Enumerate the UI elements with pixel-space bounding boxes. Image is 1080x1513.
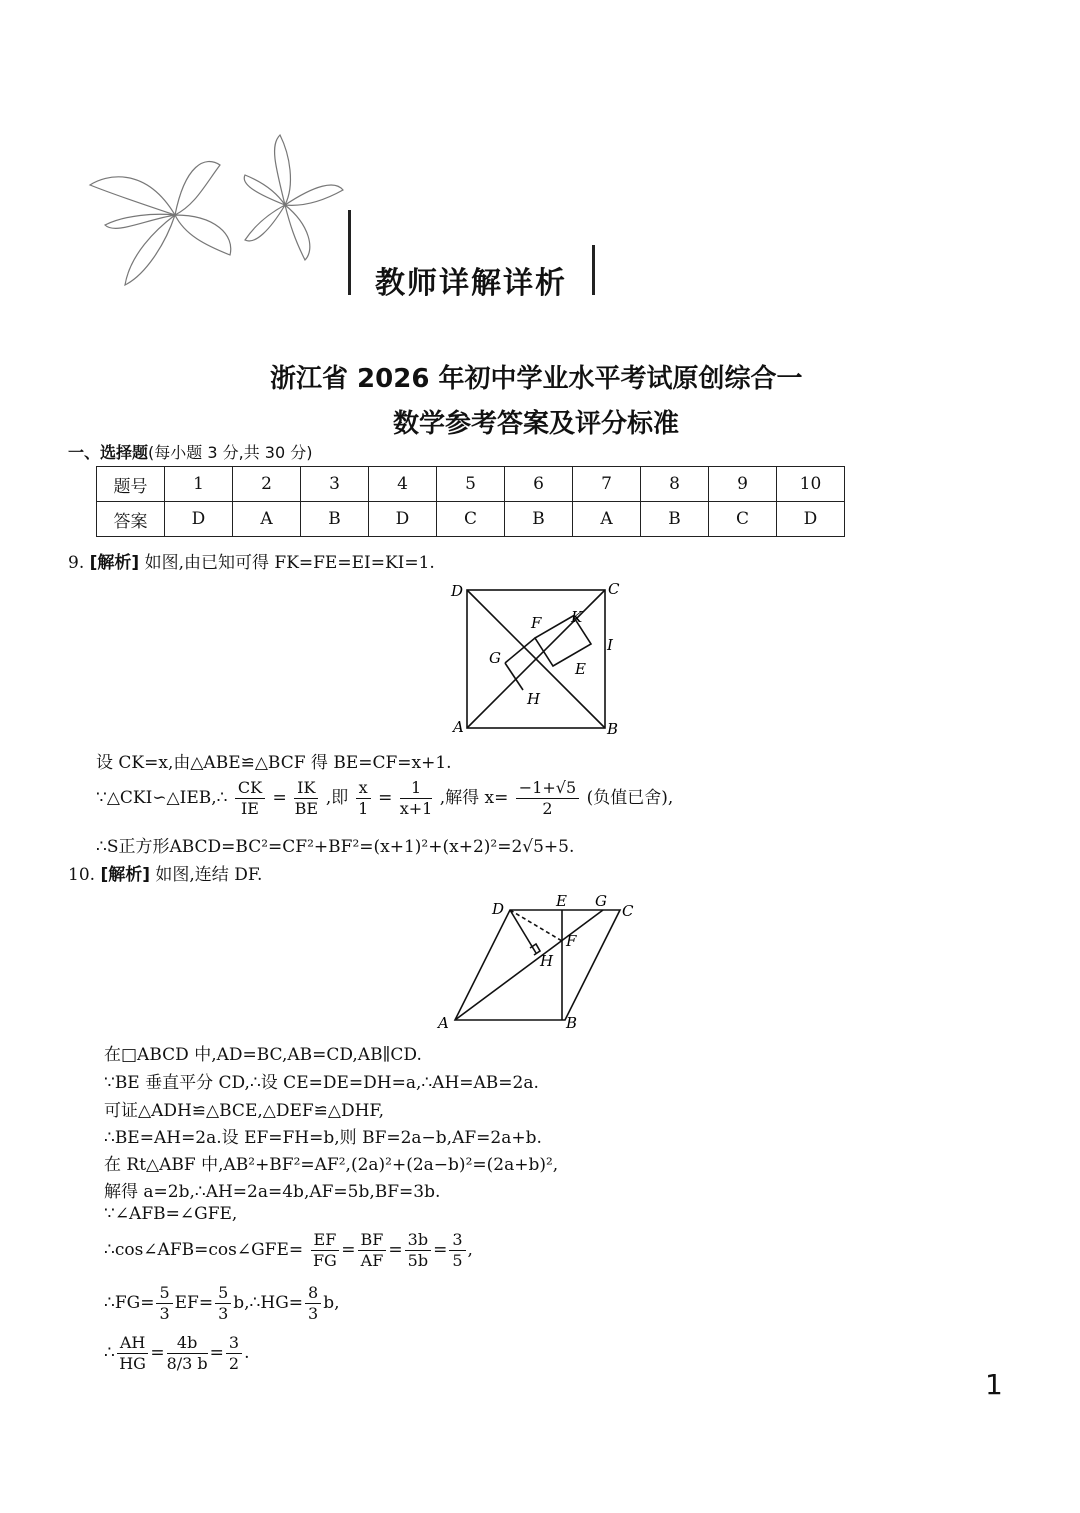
frac-num: 8 bbox=[305, 1283, 321, 1304]
q10-parallelogram-diagram bbox=[430, 890, 650, 1030]
q10-label-b: B bbox=[566, 1014, 578, 1030]
section-label: 一、选择题 bbox=[68, 443, 149, 462]
table-cell: 7 bbox=[573, 467, 641, 502]
table-cell: A bbox=[573, 502, 641, 537]
q9-line2-text: (负值已舍), bbox=[586, 788, 674, 808]
frac-num: 1 bbox=[400, 778, 433, 799]
table-cell: C bbox=[709, 502, 777, 537]
q10-intro-line bbox=[68, 860, 262, 885]
q10-ratio-text: . bbox=[244, 1343, 250, 1363]
fraction bbox=[235, 778, 265, 819]
frac-num: IK bbox=[294, 778, 318, 799]
q10-fg-text: EF= bbox=[174, 1293, 214, 1313]
fraction bbox=[358, 1230, 387, 1271]
frac-den: 3 bbox=[218, 1304, 229, 1323]
frac-den: 5 bbox=[452, 1251, 463, 1270]
q9-line2-text: ∵△CKI∽△IEB,∴ bbox=[96, 788, 228, 808]
answer-table bbox=[96, 466, 845, 537]
q10-ratio-text: ∴ bbox=[104, 1343, 115, 1363]
frac-num: CK bbox=[235, 778, 265, 799]
fraction bbox=[294, 778, 318, 819]
doc-title-line2: 数学参考答案及评分标准 bbox=[393, 409, 680, 439]
frac-num: 4b bbox=[167, 1333, 208, 1354]
table-cell: C bbox=[437, 502, 505, 537]
frac-num: AH bbox=[117, 1333, 149, 1354]
q9-label-h: H bbox=[527, 690, 541, 708]
fraction bbox=[215, 1283, 231, 1324]
table-row-head: 答案 bbox=[97, 502, 165, 537]
fraction bbox=[449, 1230, 465, 1271]
q10-label-h: H bbox=[540, 952, 554, 970]
page-number: 1 bbox=[985, 1368, 1003, 1401]
q9-label-i: I bbox=[607, 636, 613, 654]
table-row bbox=[97, 502, 845, 537]
table-cell: 1 bbox=[165, 467, 233, 502]
frac-num: 3 bbox=[449, 1230, 465, 1251]
frac-den: AF bbox=[360, 1251, 384, 1270]
header-left-bar bbox=[348, 210, 351, 295]
frac-num: EF bbox=[311, 1230, 340, 1251]
table-cell: B bbox=[301, 502, 369, 537]
table-cell: B bbox=[641, 502, 709, 537]
table-cell: 10 bbox=[777, 467, 845, 502]
frac-den: 5b bbox=[407, 1251, 429, 1270]
q9-label-b: B bbox=[607, 720, 619, 738]
q9-line2-text: = bbox=[378, 788, 393, 808]
q9-label-k: K bbox=[571, 608, 583, 626]
q10-fg-text: b, bbox=[323, 1293, 340, 1313]
frac-den: 8/3 b bbox=[166, 1354, 208, 1373]
table-cell: D bbox=[369, 502, 437, 537]
section-heading bbox=[68, 440, 312, 463]
frac-den: IE bbox=[240, 799, 259, 818]
q10-ratio-line: ∴ $\frac{AH}{HG}$ = $\frac{4b}{8/3 b}$ = $\frac{3}{2}$ . bbox=[104, 1333, 250, 1373]
q9-intro: 如图,由已知可得 FK=FE=EI=KI=1. bbox=[144, 553, 435, 573]
q10-label-g: G bbox=[595, 892, 607, 910]
q10-cos-text: ∴cos∠AFB=cos∠GFE= bbox=[104, 1240, 304, 1260]
fraction bbox=[405, 1230, 431, 1271]
table-cell: 5 bbox=[437, 467, 505, 502]
q9-number: 9. bbox=[68, 553, 85, 573]
q10-fg-line bbox=[104, 1283, 340, 1324]
table-cell: 3 bbox=[301, 467, 369, 502]
q10-tag: [解析] bbox=[100, 865, 150, 885]
q10-line: ∴BE=AH=2a.设 EF=FH=b,则 BF=2a−b,AF=2a+b. bbox=[104, 1128, 542, 1148]
table-cell: 2 bbox=[233, 467, 301, 502]
q9-label-a: A bbox=[453, 718, 464, 736]
q10-label-a: A bbox=[438, 1014, 449, 1030]
frac-den: 2 bbox=[228, 1354, 240, 1373]
fraction bbox=[226, 1333, 242, 1374]
table-cell: D bbox=[777, 502, 845, 537]
frac-num: x bbox=[356, 778, 371, 799]
fraction bbox=[117, 1333, 149, 1374]
q10-line: 可证△ADH≌△BCE,△DEF≌△DHF, bbox=[104, 1101, 384, 1121]
frac-den: 2 bbox=[542, 799, 553, 818]
frac-den: 3 bbox=[159, 1304, 170, 1323]
q10-intro: 如图,连结 DF. bbox=[155, 865, 263, 885]
frac-num: 5 bbox=[215, 1283, 231, 1304]
frac-den: 1 bbox=[358, 799, 369, 818]
frac-num: BF bbox=[358, 1230, 387, 1251]
q9-intro-line bbox=[68, 548, 435, 573]
q9-label-e: E bbox=[575, 660, 586, 678]
q10-line: ∵∠AFB=∠GFE, bbox=[104, 1204, 238, 1224]
frac-den: x+1 bbox=[399, 799, 433, 818]
q9-line1: 设 CK=x,由△ABE≌△BCF 得 BE=CF=x+1. bbox=[96, 753, 452, 773]
frac-den: BE bbox=[294, 799, 318, 818]
q9-line3: ∴S正方形ABCD=BC²=CF²+BF²=(x+1)²+(x+2)²=2√5+5. bbox=[96, 837, 575, 857]
header-right-bar bbox=[592, 245, 595, 295]
fraction bbox=[156, 1283, 172, 1324]
q10-label-f: F bbox=[566, 932, 577, 950]
frac-num: 3 bbox=[226, 1333, 242, 1354]
q9-line2-text: ,即 bbox=[325, 788, 349, 808]
frac-num: 3b bbox=[405, 1230, 431, 1251]
fraction bbox=[516, 778, 579, 819]
fraction bbox=[356, 778, 371, 819]
q10-number: 10. bbox=[68, 865, 96, 885]
frac-den: 3 bbox=[308, 1304, 319, 1323]
q9-label-f: F bbox=[531, 614, 542, 632]
fraction bbox=[400, 778, 433, 819]
q10-line: ∵BE 垂直平分 CD,∴设 CE=DE=DH=a,∴AH=AB=2a. bbox=[104, 1073, 539, 1093]
doc-title-line1: 浙江省 2026 年初中学业水平考试原创综合一 bbox=[270, 364, 803, 394]
section-note: (每小题 3 分,共 30 分) bbox=[148, 443, 313, 462]
fraction bbox=[311, 1230, 340, 1271]
table-cell: A bbox=[233, 502, 301, 537]
q10-cos-line: ∴cos∠AFB=cos∠GFE= $\frac{EF}{FG}$ = $\frac{BF}{AF}$ = $\frac{3b}{5b}$ = $\frac{3}{5}$ , bbox=[104, 1230, 473, 1270]
frac-num: −1+√5 bbox=[516, 778, 579, 799]
q10-cos-text: , bbox=[467, 1240, 473, 1260]
table-cell: D bbox=[165, 502, 233, 537]
q9-label-c: C bbox=[608, 580, 620, 598]
table-cell: 9 bbox=[709, 467, 777, 502]
q9-tag: [解析] bbox=[89, 553, 140, 573]
frac-den: HG bbox=[119, 1354, 146, 1373]
table-cell: 4 bbox=[369, 467, 437, 502]
q9-label-g: G bbox=[489, 649, 501, 667]
table-cell: B bbox=[505, 502, 573, 537]
fraction bbox=[167, 1333, 208, 1374]
q10-fg-text: b,∴HG= bbox=[233, 1293, 304, 1313]
flower-decoration bbox=[85, 125, 345, 295]
q10-line: 解得 a=2b,∴AH=2a=4b,AF=5b,BF=3b. bbox=[104, 1182, 441, 1202]
table-row bbox=[97, 467, 845, 502]
table-cell: 8 bbox=[641, 467, 709, 502]
q10-label-d: D bbox=[492, 900, 505, 918]
q10-line: 在□ABCD 中,AD=BC,AB=CD,AB∥CD. bbox=[104, 1045, 422, 1065]
fraction bbox=[305, 1283, 321, 1324]
table-cell: 6 bbox=[505, 467, 573, 502]
q10-label-e: E bbox=[556, 892, 567, 910]
q10-fg-text: ∴FG= bbox=[104, 1293, 155, 1313]
q10-label-c: C bbox=[622, 902, 634, 920]
header-title: 教师详解详析 bbox=[375, 266, 567, 301]
q10-line: 在 Rt△ABF 中,AB²+BF²=AF²,(2a)²+(2a−b)²=(2a+b)², bbox=[104, 1155, 559, 1175]
q9-line2-text: ,解得 x= bbox=[439, 788, 509, 808]
frac-den: FG bbox=[312, 1251, 337, 1270]
q9-line2 bbox=[96, 778, 673, 819]
q9-line2-text: = bbox=[272, 788, 287, 808]
frac-num: 5 bbox=[156, 1283, 172, 1304]
q9-square-diagram bbox=[445, 578, 625, 738]
table-row-head: 题号 bbox=[97, 467, 165, 502]
q9-label-d: D bbox=[451, 582, 464, 600]
